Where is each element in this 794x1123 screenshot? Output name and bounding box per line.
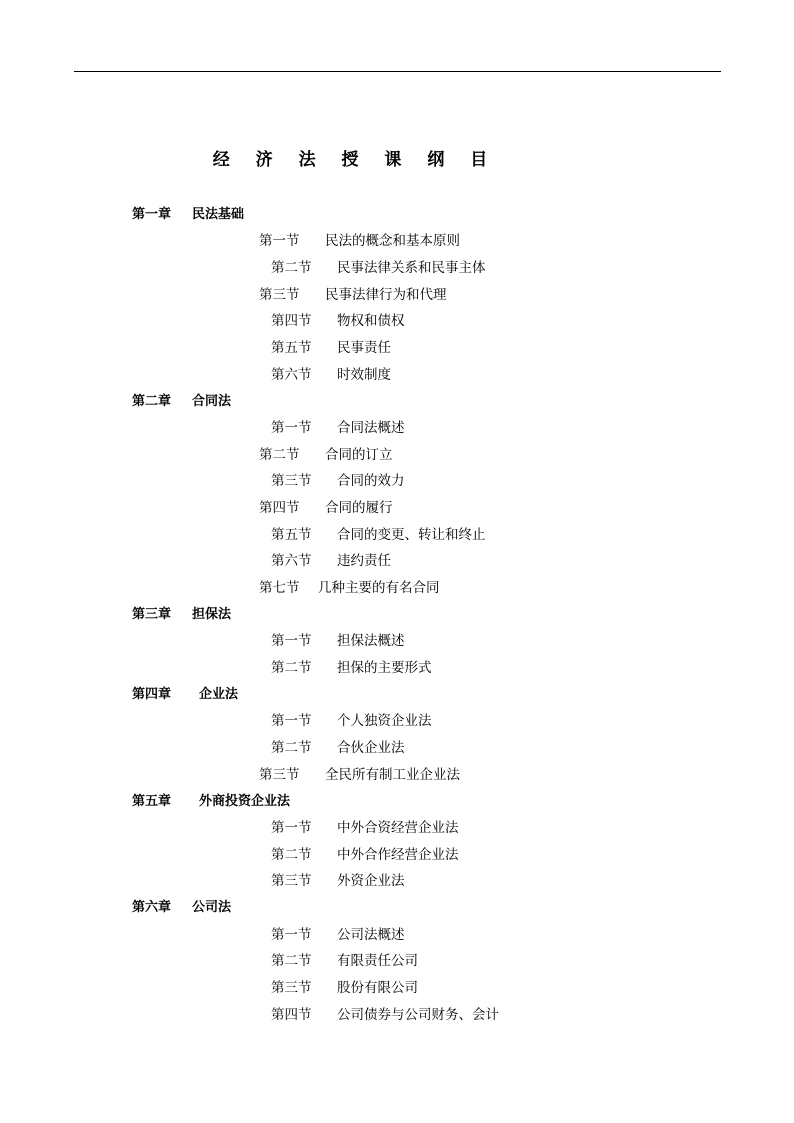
section-title: 股份有限公司 bbox=[337, 980, 418, 996]
section-item bbox=[271, 818, 459, 838]
section-title: 合伙企业法 bbox=[337, 740, 405, 756]
section-number: 第二节 bbox=[271, 953, 312, 969]
section-number: 第三节 bbox=[271, 873, 312, 889]
section-title: 合同法概述 bbox=[337, 420, 405, 436]
section-item bbox=[271, 738, 405, 758]
chapter-heading bbox=[132, 898, 231, 918]
section-item bbox=[271, 365, 391, 385]
section-number: 第三节 bbox=[271, 473, 312, 489]
chapter-number: 第二章 bbox=[132, 394, 172, 409]
section-item bbox=[259, 445, 393, 465]
section-item bbox=[271, 871, 405, 891]
section-item bbox=[271, 658, 432, 678]
section-title: 时效制度 bbox=[337, 367, 391, 383]
section-number: 第二节 bbox=[259, 447, 300, 463]
section-title: 中外合作经营企业法 bbox=[337, 847, 459, 863]
chapter-heading bbox=[132, 392, 231, 412]
section-title: 公司法概述 bbox=[337, 927, 405, 943]
section-number: 第一节 bbox=[271, 713, 312, 729]
chapter-number: 第六章 bbox=[132, 900, 172, 915]
section-number: 第一节 bbox=[271, 420, 312, 436]
section-item bbox=[271, 311, 405, 331]
section-number: 第二节 bbox=[271, 847, 312, 863]
chapter-title: 公司法 bbox=[192, 900, 232, 915]
section-title: 担保法概述 bbox=[337, 633, 405, 649]
section-number: 第五节 bbox=[271, 340, 312, 356]
section-item bbox=[259, 231, 460, 251]
section-title: 违约责任 bbox=[337, 553, 391, 569]
section-item bbox=[271, 951, 418, 971]
section-title: 民事法律关系和民事主体 bbox=[337, 260, 486, 276]
section-item bbox=[271, 525, 486, 545]
section-title: 合同的订立 bbox=[325, 447, 393, 463]
section-title: 几种主要的有名合同 bbox=[318, 580, 440, 596]
chapter-title: 外商投资企业法 bbox=[199, 794, 291, 809]
chapter-number: 第五章 bbox=[132, 794, 172, 809]
section-title: 合同的变更、转让和终止 bbox=[337, 527, 486, 543]
section-number: 第三节 bbox=[259, 767, 300, 783]
section-item bbox=[259, 765, 460, 785]
section-item bbox=[271, 711, 432, 731]
section-number: 第三节 bbox=[271, 980, 312, 996]
section-item bbox=[271, 845, 459, 865]
section-number: 第三节 bbox=[259, 287, 300, 303]
section-item bbox=[271, 338, 391, 358]
section-item bbox=[271, 1005, 499, 1025]
section-title: 公司债券与公司财务、会计 bbox=[337, 1007, 499, 1023]
chapter-number: 第四章 bbox=[132, 687, 172, 702]
section-title: 外资企业法 bbox=[337, 873, 405, 889]
section-title: 民事法律行为和代理 bbox=[325, 287, 447, 303]
section-item bbox=[271, 925, 405, 945]
section-item bbox=[271, 631, 405, 651]
header-rule bbox=[74, 71, 721, 72]
section-number: 第五节 bbox=[271, 527, 312, 543]
section-item bbox=[271, 258, 486, 278]
section-number: 第一节 bbox=[259, 233, 300, 249]
section-title: 全民所有制工业企业法 bbox=[325, 767, 460, 783]
section-title: 民事责任 bbox=[337, 340, 391, 356]
chapter-number: 第一章 bbox=[132, 207, 172, 222]
chapter-title: 企业法 bbox=[199, 687, 239, 702]
section-item bbox=[259, 578, 440, 598]
section-item bbox=[259, 285, 447, 305]
section-number: 第一节 bbox=[271, 633, 312, 649]
section-number: 第二节 bbox=[271, 740, 312, 756]
section-number: 第四节 bbox=[271, 313, 312, 329]
section-title: 合同的履行 bbox=[325, 500, 393, 516]
section-title: 有限责任公司 bbox=[337, 953, 418, 969]
section-number: 第六节 bbox=[271, 553, 312, 569]
chapter-heading bbox=[132, 792, 290, 812]
section-title: 担保的主要形式 bbox=[337, 660, 432, 676]
section-title: 中外合资经营企业法 bbox=[337, 820, 459, 836]
section-item bbox=[271, 978, 418, 998]
section-number: 第六节 bbox=[271, 367, 312, 383]
chapter-title: 民法基础 bbox=[192, 207, 245, 222]
section-item bbox=[259, 498, 393, 518]
chapter-number: 第三章 bbox=[132, 607, 172, 622]
section-number: 第二节 bbox=[271, 660, 312, 676]
section-item bbox=[271, 418, 405, 438]
section-number: 第四节 bbox=[259, 500, 300, 516]
section-number: 第七节 bbox=[259, 580, 300, 596]
section-item bbox=[271, 471, 405, 491]
section-number: 第二节 bbox=[271, 260, 312, 276]
chapter-heading bbox=[132, 605, 231, 625]
document-title: 经 济 法 授 课 纲 目 bbox=[212, 150, 498, 170]
section-title: 个人独资企业法 bbox=[337, 713, 432, 729]
chapter-heading bbox=[132, 205, 244, 225]
section-number: 第四节 bbox=[271, 1007, 312, 1023]
section-number: 第一节 bbox=[271, 927, 312, 943]
section-title: 民法的概念和基本原则 bbox=[325, 233, 460, 249]
section-item bbox=[271, 551, 391, 571]
chapter-title: 担保法 bbox=[192, 607, 232, 622]
section-title: 物权和债权 bbox=[337, 313, 405, 329]
chapter-heading bbox=[132, 685, 238, 705]
section-title: 合同的效力 bbox=[337, 473, 405, 489]
section-number: 第一节 bbox=[271, 820, 312, 836]
chapter-title: 合同法 bbox=[192, 394, 232, 409]
